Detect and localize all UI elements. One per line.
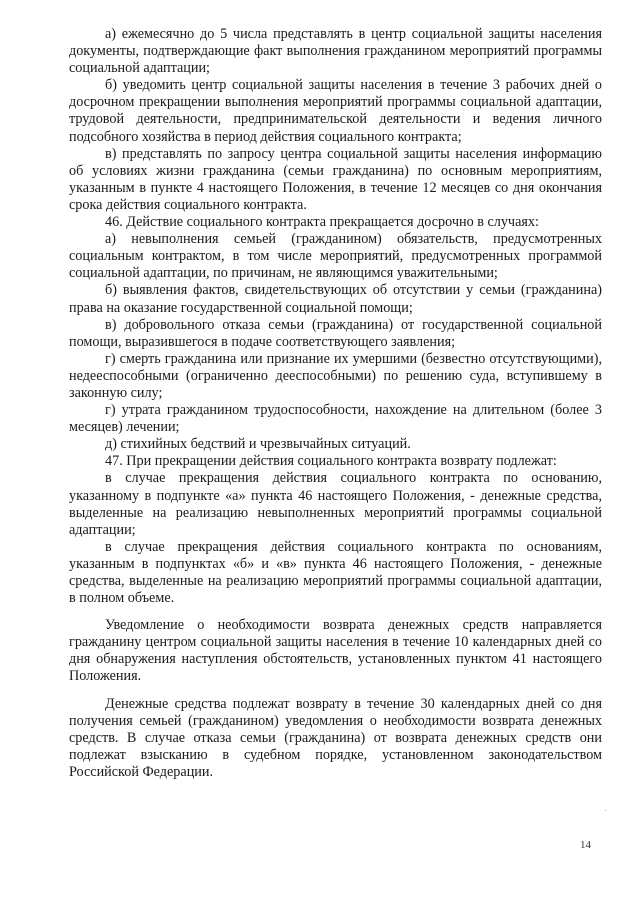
paragraph-46b: б) выявления фактов, свидетельствующих об отсутствии у семьи (гражданина) права на оказание государственной социальной помощи; bbox=[69, 282, 602, 316]
paragraph-notification: Уведомление о необходимости возврата денежных средств направляется гражданину центром социальной защиты населения в течение 10 календарных дней со дня обнаружения наступления обстоятельств, установленных пунктом 41 настоящего Положения. bbox=[69, 617, 602, 685]
paragraph-46v: в) добровольного отказа семьи (гражданина) от государственной социальной помощи, выразившегося в подаче соответствующего заявления; bbox=[69, 316, 602, 350]
paragraph-46g-disability: г) утрата гражданином трудоспособности, нахождение на длительном (более 3 месяцев) лечении; bbox=[69, 402, 602, 436]
scan-speck: · bbox=[604, 806, 608, 817]
paragraph-47-case-bv: в случае прекращения действия социального контракта по основаниям, указанным в подпунктах «б» и «в» пункта 46 настоящего Положения, - денежные средства, выделенные на реализацию мероприятий программы социальной адаптации, в полном объеме. bbox=[69, 538, 602, 607]
paragraph-46-heading: 46. Действие социального контракта прекращается досрочно в случаях: bbox=[105, 214, 539, 231]
paragraph-45v: в) представлять по запросу центра социальной защиты населения информацию об условиях жизни гражданина (семьи гражданина) по основным мероприятиям, указанным в пункте 4 настоящего Положения, в течение 12 месяцев со дня окончания срока действия социального контракта. bbox=[69, 145, 602, 213]
paragraph-46d: д) стихийных бедствий и чрезвычайных ситуаций. bbox=[105, 436, 411, 453]
paragraph-45a: а) ежемесячно до 5 числа представлять в центр социальной защиты населения документы, подтверждающие факт выполнения гражданином мероприятий программы социальной адаптации; bbox=[69, 26, 602, 77]
paragraph-46g-death: г) смерть гражданина или признание их умершими (безвестно отсутствующими), недееспособными (ограниченно дееспособными) по решению суда, вступившему в законную силу; bbox=[69, 350, 602, 401]
paragraph-47-heading: 47. При прекращении действия социального контракта возврату подлежат: bbox=[105, 453, 557, 470]
paragraph-47-case-a: в случае прекращения действия социального контракта по основанию, указанному в подпункте «а» пункта 46 настоящего Положения, - денежные средства, выделенные на реализацию невыполненных мероприятий программы социальной адаптации; bbox=[69, 470, 602, 538]
page-number: 14 bbox=[580, 839, 591, 851]
paragraph-45b: б) уведомить центр социальной защиты населения в течение 3 рабочих дней о досрочном прекращении выполнения мероприятий программы социальной адаптации, трудовой деятельности, предпринимательской деятельности и ведения личного подсобного хозяйства в период действия социального контракта; bbox=[69, 77, 602, 145]
paragraph-refund: Денежные средства подлежат возврату в течение 30 календарных дней со дня получения семьей (гражданином) уведомления о необходимости возврата денежных средств. В случае отказа семьи (гражданина) от возврата денежных средств они подлежат взысканию в судебном порядке, установленном законодательством Российской Федерации. bbox=[69, 695, 602, 780]
paragraph-46a: а) невыполнения семьей (гражданином) обязательств, предусмотренных социальным контрактом, в том числе мероприятий, предусмотренных программой социальной адаптации, по причинам, не являющимся уважительными; bbox=[69, 231, 602, 282]
